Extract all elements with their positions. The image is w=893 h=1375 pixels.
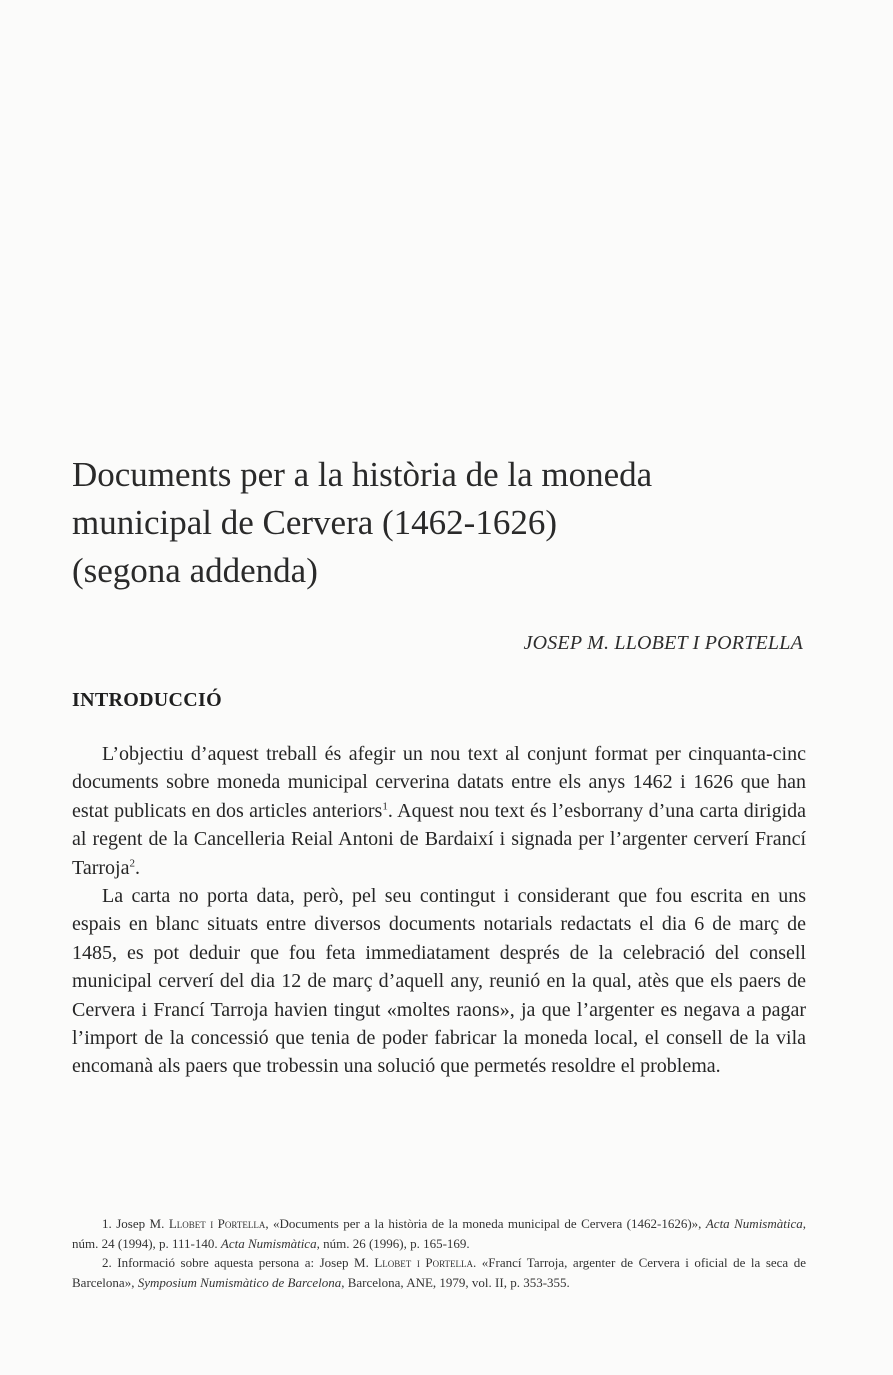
footnote-text: , Barcelona, ANE, 1979, vol. II, p. 353-355. (341, 1274, 570, 1290)
paragraph-text: La carta no porta data, però, pel seu contingut i considerant que fou escrita en uns espais en blanc situats entre diversos documents notarials redactats el dia 6 de març de 1485, es pot deduir que fou feta immediatament després de la celebració del consell municipal cerverí del dia 12 de març d’aquell any, reunió en la qual, atès que els paers de Cervera i Francí Tarroja havien tingut «moltes raons», ja que l’argenter es negava a pagar l’import de la concessió que tenia de poder fabricar la moneda local, el consell de la vila encomanà als paers que trobessin una solució que permetés resoldre el problema. (72, 885, 806, 1078)
footnote-author: Llobet i Portella (374, 1255, 474, 1270)
paragraph (72, 882, 806, 1081)
footnote-text: . «Francí Tarroja, argenter de Cervera i oficial de la seca de Barcelona», (72, 1255, 806, 1290)
section-heading: INTRODUCCIÓ (72, 689, 222, 711)
paragraph (72, 740, 806, 882)
footnote-journal: Acta Numismàtica (220, 1235, 317, 1251)
footnote-text: , núm. 26 (1996), p. 165-169. (316, 1235, 470, 1251)
footnote-text: 2. Informació sobre aquesta persona a: Josep M. (102, 1255, 375, 1270)
footnote-journal: Symposium Numismàtico de Barcelona (137, 1274, 342, 1290)
footnote (72, 1214, 806, 1253)
author-name: JOSEP M. LLOBET I PORTELLA (523, 632, 803, 654)
footnote-author: Llobet i Portella (168, 1216, 266, 1231)
title-line: municipal de Cervera (1462-1626) (72, 503, 557, 542)
paragraph-text: . (134, 856, 140, 879)
footnote (72, 1253, 806, 1292)
article-title (72, 451, 832, 595)
footnote-text: 1. Josep M. (102, 1216, 169, 1231)
title-line: Documents per a la història de la moneda (72, 455, 653, 494)
paragraph-text: L’objectiu d’aquest treball és afegir un nou text al conjunt format per cinquanta-cinc documents sobre moneda municipal cerverina datats entre els anys 1462 i 1626 que han estat publicats en dos articles anteriors (72, 743, 806, 822)
paragraph-text: . Aquest nou text és l’esborrany d’una carta dirigida al regent de la Cancelleria Reial Antoni de Bardaixí i signada per l’argenter cerverí Francí Tarroja (72, 799, 807, 879)
footnote-ref: 1 (382, 800, 388, 813)
body-text (72, 740, 806, 1081)
footnote-ref: 2 (129, 856, 135, 869)
title-line: (segona addenda) (72, 551, 318, 590)
footnote-text: , «Documents per a la història de la moneda municipal de Cervera (1462-1626)», (265, 1216, 706, 1231)
footnote-text: , núm. 24 (1994), p. 111-140. (72, 1216, 806, 1251)
footnotes (72, 1214, 806, 1292)
footnote-journal: Acta Numismàtica (705, 1216, 803, 1231)
